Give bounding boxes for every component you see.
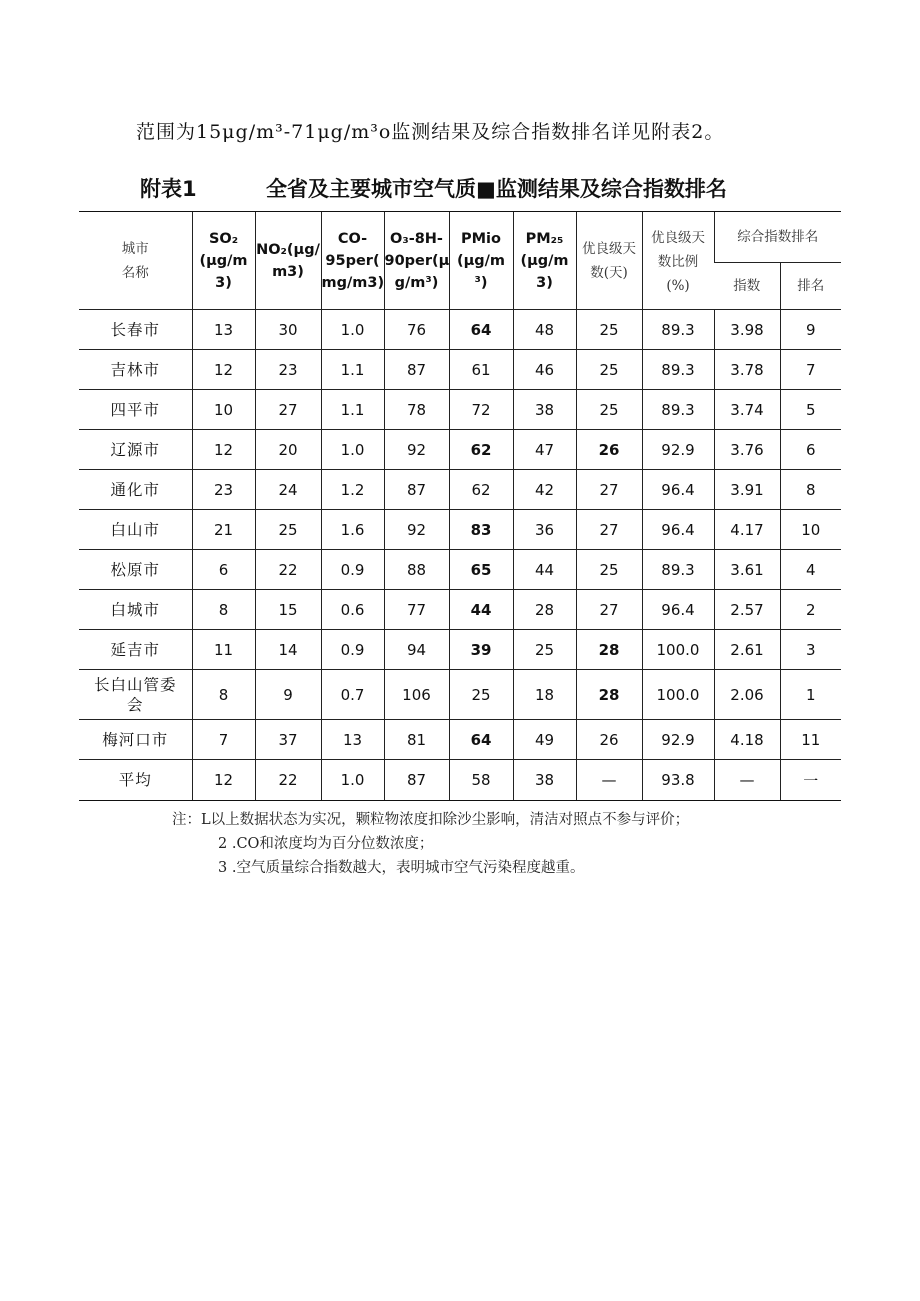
cell-o3: 87 [384, 350, 449, 390]
cell-co: 1.1 [321, 350, 384, 390]
cell-co: 1.0 [321, 760, 384, 801]
cell-no2: 9 [255, 670, 321, 720]
cell-rank: 4 [780, 550, 841, 590]
cell-no2: 20 [255, 430, 321, 470]
table-row [79, 430, 841, 470]
cell-city: 平均 [79, 760, 192, 801]
cell-no2: 25 [255, 510, 321, 550]
cell-no2: 22 [255, 550, 321, 590]
cell-rank: 9 [780, 310, 841, 350]
header-good-days: 优良级天 数(天) [576, 212, 642, 310]
cell-good-days: 25 [576, 390, 642, 430]
cell-rank: 2 [780, 590, 841, 630]
cell-pm10: 58 [449, 760, 513, 801]
cell-o3: 87 [384, 760, 449, 801]
cell-so2: 12 [192, 430, 255, 470]
intro-paragraph: 范围为15μg/m³-71μg/m³o监测结果及综合指数排名详见附表2。 [136, 121, 725, 143]
header-city: 城市 名称 [79, 212, 192, 310]
cell-so2: 8 [192, 670, 255, 720]
cell-pm25: 38 [513, 760, 576, 801]
cell-so2: 8 [192, 590, 255, 630]
cell-o3: 87 [384, 470, 449, 510]
cell-o3: 88 [384, 550, 449, 590]
cell-so2: 21 [192, 510, 255, 550]
cell-o3: 106 [384, 670, 449, 720]
table-row [79, 510, 841, 550]
cell-rank: 3 [780, 630, 841, 670]
cell-good-ratio: 92.9 [642, 430, 714, 470]
cell-city: 长春市 [79, 310, 192, 350]
header-pm10: PMio (μg/m ³) [449, 212, 513, 310]
cell-no2: 15 [255, 590, 321, 630]
cell-co: 1.0 [321, 310, 384, 350]
cell-pm10: 25 [449, 670, 513, 720]
cell-good-days: 26 [576, 430, 642, 470]
cell-so2: 23 [192, 470, 255, 510]
cell-pm25: 46 [513, 350, 576, 390]
cell-city: 辽源市 [79, 430, 192, 470]
cell-co: 1.2 [321, 470, 384, 510]
header-rank: 排名 [780, 263, 841, 310]
cell-pm25: 42 [513, 470, 576, 510]
cell-so2: 13 [192, 310, 255, 350]
cell-city: 白山市 [79, 510, 192, 550]
cell-so2: 12 [192, 350, 255, 390]
cell-pm10: 62 [449, 470, 513, 510]
cell-rank: 7 [780, 350, 841, 390]
cell-pm25: 36 [513, 510, 576, 550]
cell-o3: 81 [384, 720, 449, 760]
cell-good-ratio: 89.3 [642, 350, 714, 390]
cell-good-days: 25 [576, 550, 642, 590]
table-row [79, 470, 841, 510]
cell-index: 2.61 [714, 630, 780, 670]
cell-pm25: 48 [513, 310, 576, 350]
cell-index: — [714, 760, 780, 801]
cell-good-ratio: 89.3 [642, 310, 714, 350]
cell-pm10: 44 [449, 590, 513, 630]
table-title [140, 173, 727, 203]
cell-index: 3.76 [714, 430, 780, 470]
cell-rank: 8 [780, 470, 841, 510]
cell-good-ratio: 100.0 [642, 630, 714, 670]
cell-pm25: 28 [513, 590, 576, 630]
cell-no2: 37 [255, 720, 321, 760]
cell-o3: 92 [384, 510, 449, 550]
header-composite: 综合指数排名 [714, 212, 841, 263]
cell-city: 梅河口市 [79, 720, 192, 760]
table-title-text: 全省及主要城市空气质■监测结果及综合指数排名 [266, 177, 727, 201]
cell-so2: 11 [192, 630, 255, 670]
cell-index: 2.57 [714, 590, 780, 630]
cell-city: 长白山管委 会 [79, 670, 192, 720]
note-2: 2 .CO和浓度均为百分位数浓度； [218, 836, 434, 852]
cell-o3: 76 [384, 310, 449, 350]
cell-index: 3.74 [714, 390, 780, 430]
cell-city: 白城市 [79, 590, 192, 630]
table-row [79, 350, 841, 390]
cell-pm10: 62 [449, 430, 513, 470]
cell-pm25: 38 [513, 390, 576, 430]
table-row [79, 390, 841, 430]
cell-o3: 78 [384, 390, 449, 430]
cell-good-days: 25 [576, 350, 642, 390]
cell-so2: 7 [192, 720, 255, 760]
air-quality-table [79, 211, 841, 801]
cell-rank: 一 [780, 760, 841, 801]
cell-index: 3.98 [714, 310, 780, 350]
cell-co: 1.0 [321, 430, 384, 470]
cell-pm10: 64 [449, 310, 513, 350]
cell-o3: 92 [384, 430, 449, 470]
cell-co: 0.9 [321, 630, 384, 670]
cell-pm25: 18 [513, 670, 576, 720]
cell-good-ratio: 93.8 [642, 760, 714, 801]
cell-co: 0.7 [321, 670, 384, 720]
cell-index: 4.18 [714, 720, 780, 760]
cell-rank: 6 [780, 430, 841, 470]
cell-pm25: 25 [513, 630, 576, 670]
cell-o3: 77 [384, 590, 449, 630]
cell-co: 0.6 [321, 590, 384, 630]
cell-good-ratio: 96.4 [642, 510, 714, 550]
cell-no2: 27 [255, 390, 321, 430]
cell-pm10: 61 [449, 350, 513, 390]
header-pm25: PM₂₅ (μg/m 3) [513, 212, 576, 310]
table-row [79, 720, 841, 760]
cell-no2: 30 [255, 310, 321, 350]
cell-no2: 22 [255, 760, 321, 801]
cell-pm25: 44 [513, 550, 576, 590]
cell-so2: 6 [192, 550, 255, 590]
cell-rank: 11 [780, 720, 841, 760]
note-1: 注：L以上数据状态为实况，颗粒物浓度扣除沙尘影响，清洁对照点不参与评价； [172, 812, 690, 828]
cell-pm10: 65 [449, 550, 513, 590]
cell-good-ratio: 89.3 [642, 550, 714, 590]
table-title-label: 附表1 [140, 177, 197, 201]
header-so2: SO₂ (μg/m 3) [192, 212, 255, 310]
cell-index: 3.61 [714, 550, 780, 590]
header-co: CO- 95per( mg/m3) [321, 212, 384, 310]
cell-city: 四平市 [79, 390, 192, 430]
cell-good-ratio: 96.4 [642, 470, 714, 510]
header-index: 指数 [714, 263, 780, 310]
cell-rank: 1 [780, 670, 841, 720]
cell-good-ratio: 92.9 [642, 720, 714, 760]
cell-index: 2.06 [714, 670, 780, 720]
table-row [79, 670, 841, 720]
cell-index: 3.91 [714, 470, 780, 510]
cell-pm10: 83 [449, 510, 513, 550]
cell-co: 0.9 [321, 550, 384, 590]
cell-good-ratio: 89.3 [642, 390, 714, 430]
cell-index: 3.78 [714, 350, 780, 390]
cell-pm10: 64 [449, 720, 513, 760]
cell-o3: 94 [384, 630, 449, 670]
cell-co: 1.1 [321, 390, 384, 430]
header-no2: NO₂(μg/ m3) [255, 212, 321, 310]
cell-city: 通化市 [79, 470, 192, 510]
cell-co: 13 [321, 720, 384, 760]
cell-good-days: 27 [576, 510, 642, 550]
cell-good-days: 26 [576, 720, 642, 760]
header-good-ratio: 优良级天 数比例 (%) [642, 212, 714, 310]
cell-co: 1.6 [321, 510, 384, 550]
table-row [79, 550, 841, 590]
cell-good-days: 25 [576, 310, 642, 350]
cell-rank: 5 [780, 390, 841, 430]
cell-pm25: 49 [513, 720, 576, 760]
cell-city: 吉林市 [79, 350, 192, 390]
table-row [79, 630, 841, 670]
cell-good-days: 28 [576, 670, 642, 720]
table-row [79, 590, 841, 630]
cell-good-days: 27 [576, 590, 642, 630]
table-row [79, 310, 841, 350]
cell-index: 4.17 [714, 510, 780, 550]
note-3: 3 .空气质量综合指数越大，表明城市空气污染程度越重。 [218, 860, 585, 876]
header-o3: O₃-8H- 90per(μ g/m³) [384, 212, 449, 310]
cell-no2: 23 [255, 350, 321, 390]
cell-pm10: 72 [449, 390, 513, 430]
cell-good-days: — [576, 760, 642, 801]
cell-rank: 10 [780, 510, 841, 550]
cell-pm10: 39 [449, 630, 513, 670]
cell-good-ratio: 100.0 [642, 670, 714, 720]
cell-no2: 14 [255, 630, 321, 670]
cell-so2: 10 [192, 390, 255, 430]
cell-no2: 24 [255, 470, 321, 510]
cell-city: 松原市 [79, 550, 192, 590]
cell-good-days: 28 [576, 630, 642, 670]
cell-so2: 12 [192, 760, 255, 801]
cell-city: 延吉市 [79, 630, 192, 670]
table-row-average [79, 760, 841, 801]
cell-good-ratio: 96.4 [642, 590, 714, 630]
cell-good-days: 27 [576, 470, 642, 510]
cell-pm25: 47 [513, 430, 576, 470]
